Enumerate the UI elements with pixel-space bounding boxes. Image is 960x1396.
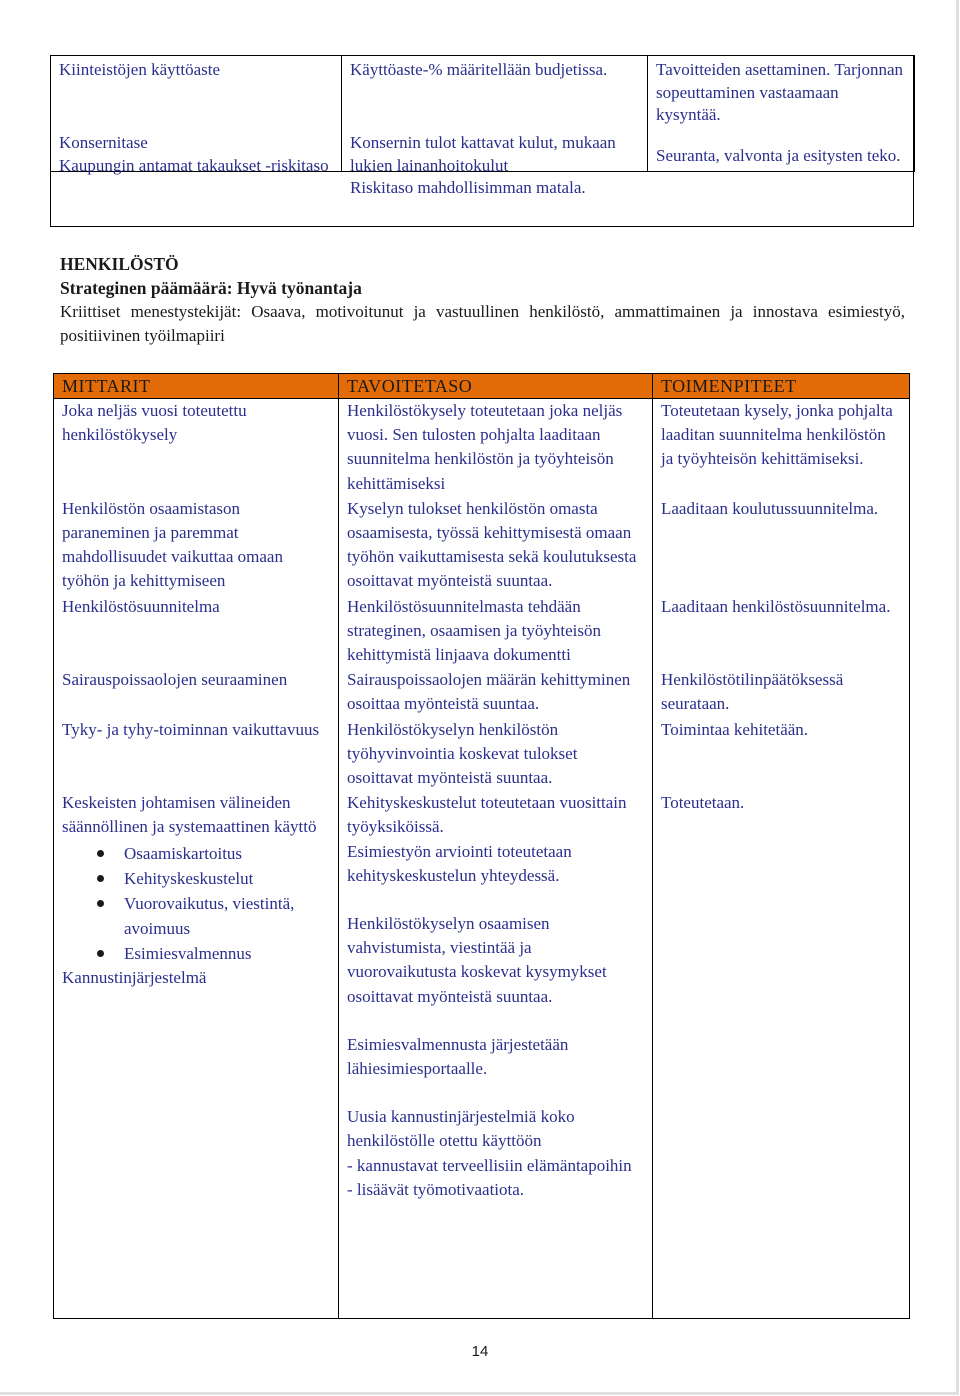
- header-mittarit: MITTARIT: [54, 374, 339, 399]
- table-row: [54, 399, 910, 497]
- table-row: [54, 668, 910, 717]
- metric-cell: Sairauspoissaolojen seuraaminen: [54, 668, 339, 717]
- table-cell: [648, 56, 915, 172]
- action-cell: Toimintaa kehitetään.: [653, 718, 910, 792]
- target-cell: Henkilöstökysely toteutetaan joka neljäs vuosi. Sen tulosten pohjalta laaditaan suunnitelma henkilöstön ja työyhteisön kehittämiseksi: [339, 399, 653, 497]
- success-factors: Kriittiset menestystekijät: Osaava, motivoitunut ja vastuullinen henkilöstö, ammattimainen ja innostava esimiestyö, positiivinen työilmapiiri: [60, 302, 905, 345]
- target-text: Kehityskeskustelut toteutetaan vuosittain työyksiköissä.: [347, 793, 627, 837]
- action-text: Tavoitteiden asettaminen. Tarjonnan sopeuttaminen vastaamaan kysyntää.: [656, 60, 904, 124]
- header-toimenpiteet: TOIMENPITEET: [653, 374, 910, 399]
- metric-cell: [54, 791, 339, 1318]
- metric-cell: Henkilöstön osaamistason paraneminen ja paremmat mahdollisuudet vaikuttaa omaan työhön ja kehittymiseen: [54, 497, 339, 595]
- metric-text: Keskeisten johtamisen välineiden säännöllinen ja systemaattinen käyttö: [62, 793, 317, 837]
- list-item: Vuorovaikutus, viestintä, avoimuus: [124, 891, 330, 941]
- target-text: Käyttöaste-% määritellään budjetissa.: [350, 60, 608, 79]
- target-cell: Henkilöstösuunnitelmasta tehdään strateginen, osaamisen ja työyhteisön kehittymistä linjaava dokumentti: [339, 595, 653, 669]
- table-row: [54, 791, 910, 1318]
- target-text: Esimiestyön arviointi toteutetaan kehityskeskustelun yhteydessä.: [347, 841, 572, 885]
- section-henkilosto: [60, 252, 905, 348]
- metric-text: Kaupungin antamat takaukset -riskitaso: [59, 155, 329, 175]
- bullet-list: [62, 841, 330, 966]
- target-cell: Kyselyn tulokset henkilöstön omasta osaamisesta, työssä kehittymisestä omaan työhön vaikuttamisesta sekä koulutuksesta osoittavat myönteistä suuntaa.: [339, 497, 653, 595]
- table-header-row: [54, 374, 910, 399]
- target-cell: Henkilöstökyselyn henkilöstön työhyvinvointia koskevat tulokset osoittavat myönteistä suuntaa.: [339, 718, 653, 792]
- header-tavoitetaso: TAVOITETASO: [339, 374, 653, 399]
- target-text: - lisäävät työmotivaatiota.: [347, 1179, 525, 1199]
- action-text: Seuranta, valvonta ja esitysten teko.: [656, 145, 901, 165]
- page-number: 14: [471, 1343, 489, 1360]
- action-cell: Laaditaan henkilöstösuunnitelma.: [653, 595, 910, 669]
- target-text: Riskitaso mahdollisimman matala.: [350, 178, 586, 197]
- table-row: [54, 718, 910, 792]
- strategic-goal: Strateginen päämäärä: Hyvä työnantaja: [60, 278, 362, 298]
- metric-cell: Joka neljäs vuosi toteutettu henkilöstökysely: [54, 399, 339, 497]
- target-cell: Sairauspoissaolojen määrän kehittyminen osoittaa myönteistä suuntaa.: [339, 668, 653, 717]
- list-item: Esimiesvalmennus: [124, 941, 330, 966]
- target-text: Esimiesvalmennusta järjestetään lähiesimiesportaalle.: [347, 1034, 569, 1079]
- target-text: Henkilöstökyselyn osaamisen vahvistumista, viestintää ja vuorovaikutusta koskevat kysymykset osoittavat myönteistä suuntaa.: [347, 914, 607, 1006]
- target-text: Konsernin tulot kattavat kulut, mukaan lukien lainanhoitokulut: [350, 133, 616, 175]
- section-title: HENKILÖSTÖ: [60, 254, 179, 274]
- table-row: [54, 497, 910, 595]
- target-text: - kannustavat terveellisiin elämäntapoihin: [347, 1155, 632, 1175]
- metric-text: Kannustinjärjestelmä: [62, 967, 207, 987]
- main-table: [53, 373, 910, 1319]
- action-cell: Toteutetaan.: [653, 791, 910, 1318]
- target-cell: [339, 791, 653, 1318]
- list-item: Kehityskeskustelut: [124, 866, 330, 891]
- metric-cell: Henkilöstösuunnitelma: [54, 595, 339, 669]
- target-text: Uusia kannustinjärjestelmiä koko henkilöstölle otettu käyttöön: [347, 1107, 575, 1151]
- table-row: [54, 595, 910, 669]
- action-cell: Toteutetaan kysely, jonka pohjalta laaditan suunnitelma henkilöstön ja työyhteisön kehittämiseksi.: [653, 399, 910, 497]
- metric-cell: Tyky- ja tyhy-toiminnan vaikuttavuus: [54, 718, 339, 792]
- list-item: Osaamiskartoitus: [124, 841, 330, 866]
- metric-text: Konsernitase: [59, 133, 148, 152]
- metric-text: Kiinteistöjen käyttöaste: [59, 60, 220, 79]
- action-cell: Laaditaan koulutussuunnitelma.: [653, 497, 910, 595]
- action-cell: Henkilöstötilinpäätöksessä seurataan.: [653, 668, 910, 717]
